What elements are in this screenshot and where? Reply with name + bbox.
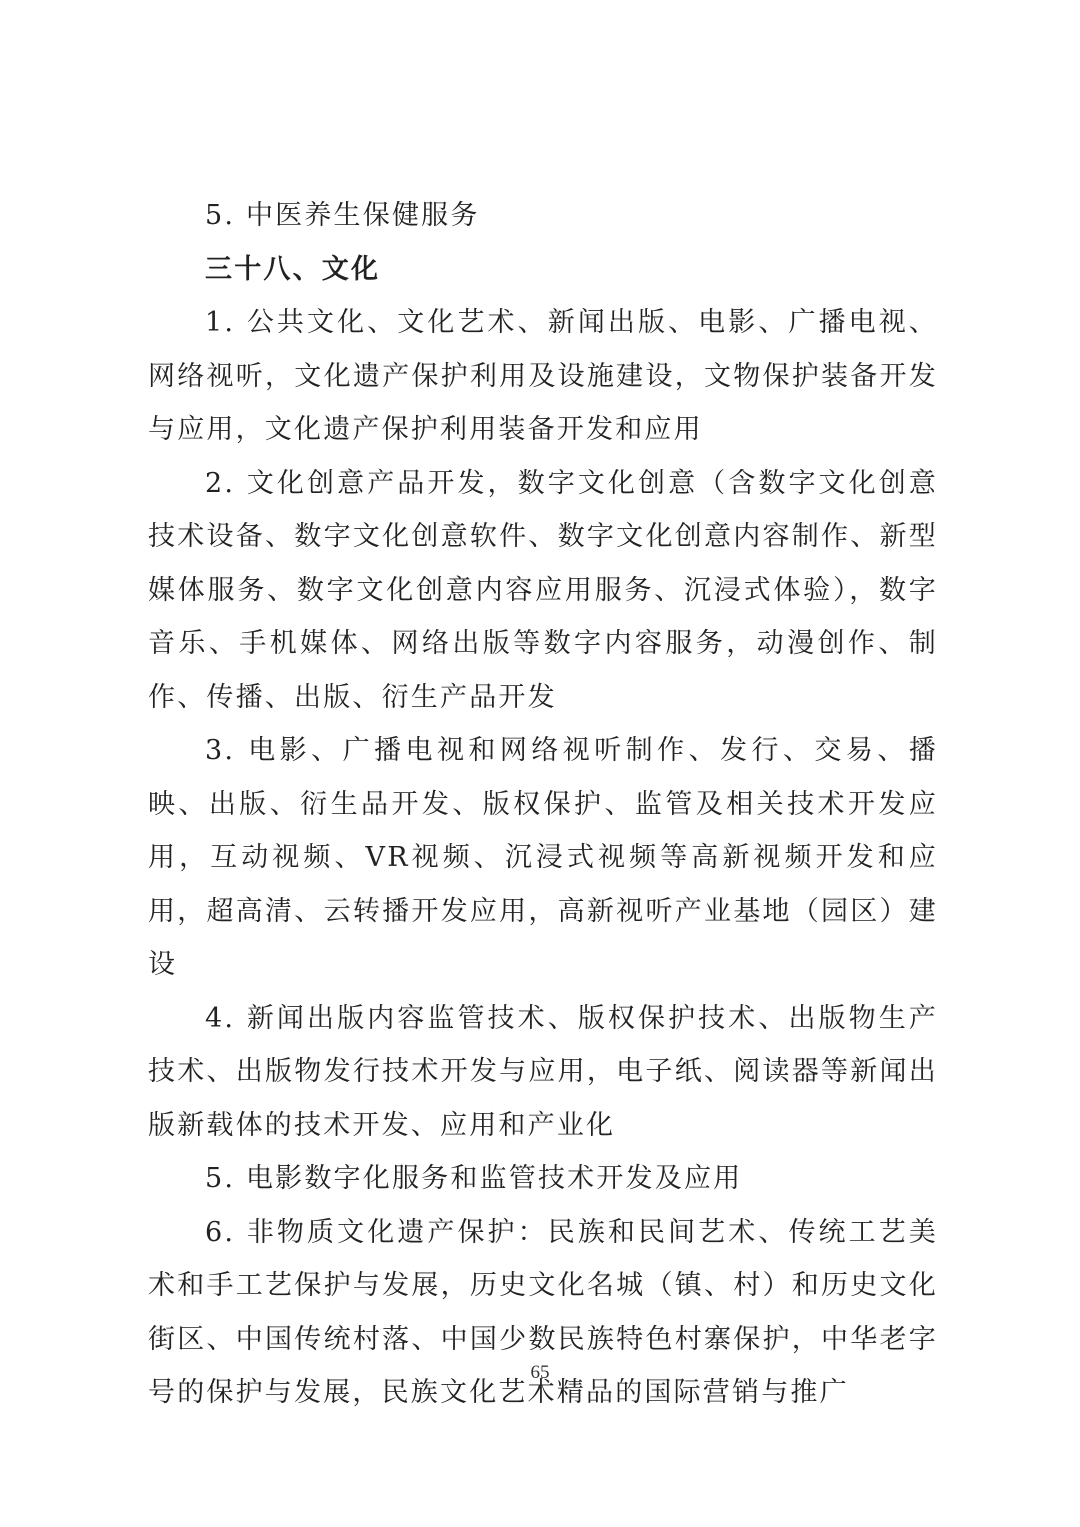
document-body — [148, 189, 938, 1420]
paragraph-item-5: 5. 电影数字化服务和监管技术开发及应用 — [205, 1163, 743, 1194]
paragraph-item-6: 6. 非物质文化遗产保护：民族和民间艺术、传统工艺美术和手工艺保护与发展，历史文化名城（镇、村）和历史文化街区、中国传统村落、中国少数民族特色村寨保护，中华老字号的保护与发展，民族文化艺术精品的国际营销与推广 — [148, 1216, 938, 1408]
paragraph-item-2: 2. 文化创意产品开发，数字文化创意（含数字文化创意技术设备、数字文化创意软件、数字文化创意内容制作、新型媒体服务、数字文化创意内容应用服务、沉浸式体验），数字音乐、手机媒体、网络出版等数字内容服务，动漫创作、制作、传播、出版、衍生产品开发 — [148, 467, 938, 713]
paragraph-item-1: 1. 公共文化、文化艺术、新闻出版、电影、广播电视、网络视听，文化遗产保护利用及设施建设，文物保护装备开发与应用，文化遗产保护利用装备开发和应用 — [148, 307, 938, 445]
paragraph-item-5-tcm: 5. 中医养生保健服务 — [205, 200, 480, 231]
section-heading: 三十八、文化 — [205, 253, 381, 285]
paragraph-item-4: 4. 新闻出版内容监管技术、版权保护技术、出版物生产技术、出版物发行技术开发与应用，电子纸、阅读器等新闻出版新载体的技术开发、应用和产业化 — [148, 1002, 938, 1141]
page-number: 65 — [530, 1362, 550, 1383]
paragraph-item-3: 3. 电影、广播电视和网络视听制作、发行、交易、播映、出版、衍生品开发、版权保护、监管及相关技术开发应用，互动视频、VR视频、沉浸式视频等高新视频开发和应用，超高清、云转播开发应用，高新视听产业基地（园区）建设 — [148, 735, 938, 980]
